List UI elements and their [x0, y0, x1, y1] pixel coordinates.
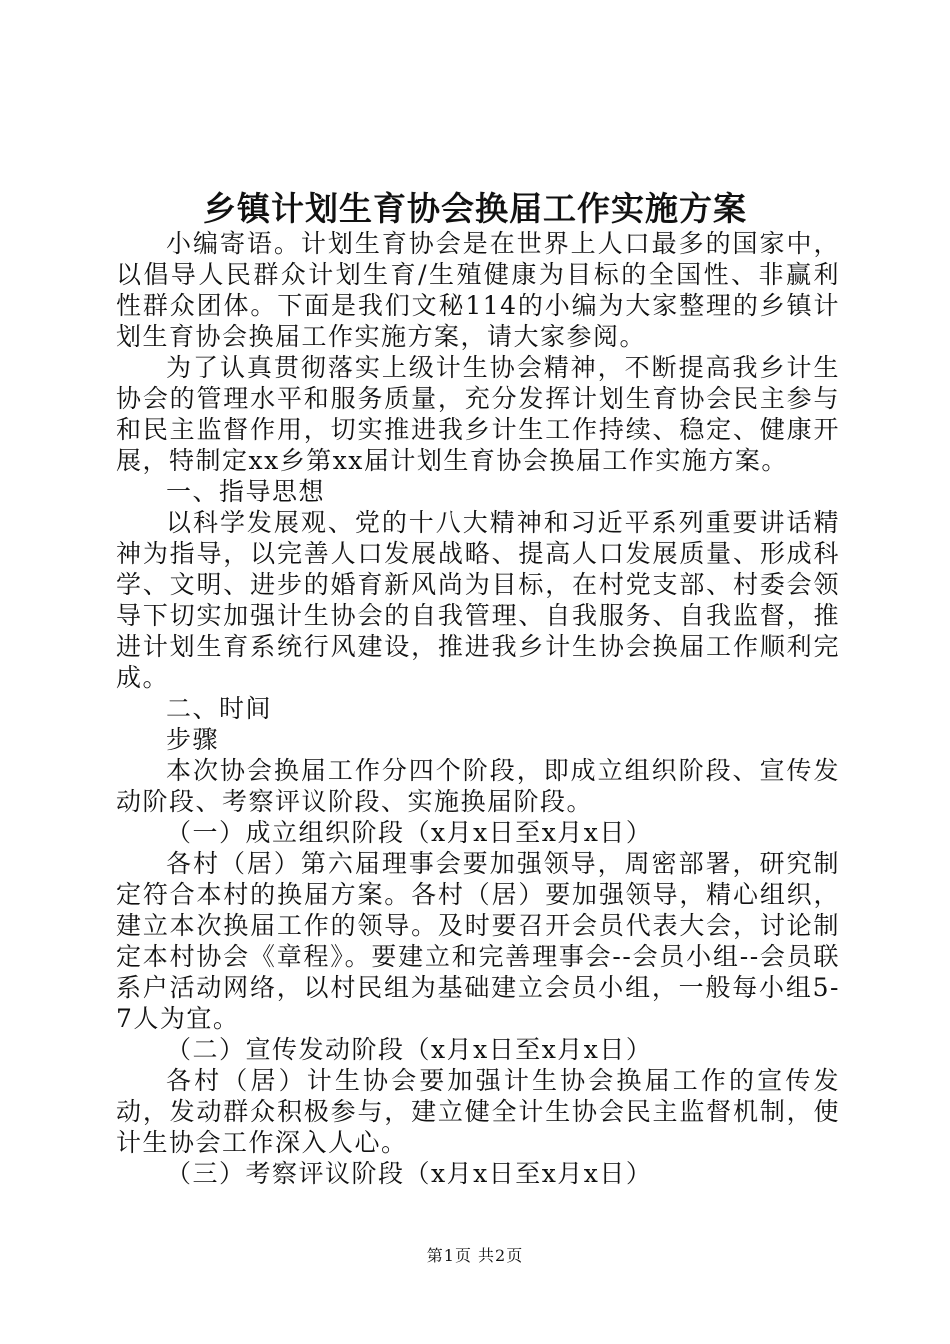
- stages-paragraph: 本次协会换届工作分四个阶段，即成立组织阶段、宣传发动阶段、考察评议阶段、实施换届阶段。: [116, 756, 840, 816]
- section-heading-time: 二、时间: [166, 694, 273, 723]
- stage-heading-evaluation: （三）考察评议阶段（x月x日至x月x日）: [166, 1159, 653, 1188]
- guiding-ideology-paragraph: 以科学发展观、党的十八大精神和习近平系列重要讲话精神为指导，以完善人口发展战略、提高人口发展质量、形成科学、文明、进步的婚育新风尚为目标，在村党支部、村委会领导下切实加强计生协会的自我管理、自我服务、自我监督，推进计划生育系统行风建设，推进我乡计生协会换届工作顺利完成。: [116, 508, 840, 692]
- section-heading-guiding-ideology: 一、指导思想: [166, 477, 326, 506]
- stage-heading-publicity: （二）宣传发动阶段（x月x日至x月x日）: [166, 1035, 653, 1064]
- organization-paragraph: 各村（居）第六届理事会要加强领导，周密部署，研究制定符合本村的换届方案。各村（居）要加强领导，精心组织，建立本次换届工作的领导。及时要召开会员代表大会，讨论制定本村协会《章程》。要建立和完善理事会--会员小组--会员联系户活动网络，以村民组为基础建立会员小组，一般每小组5-7人为宜。: [116, 849, 840, 1033]
- document-body: [116, 228, 840, 1189]
- section-heading-steps: 步骤: [166, 725, 220, 754]
- page-title: 乡镇计划生育协会换届工作实施方案: [203, 189, 747, 228]
- intro-paragraph: 小编寄语。计划生育协会是在世界上人口最多的国家中，以倡导人民群众计划生育/生殖健康为目标的全国性、非赢利性群众团体。下面是我们文秘114的小编为大家整理的乡镇计划生育协会换届工作实施方案，请大家参阅。: [116, 229, 840, 351]
- publicity-paragraph: 各村（居）计生协会要加强计生协会换届工作的宣传发动，发动群众积极参与，建立健全计生协会民主监督机制，使计生协会工作深入人心。: [116, 1066, 840, 1157]
- page-footer: 第1页 共2页: [426, 1246, 524, 1265]
- stage-heading-organization: （一）成立组织阶段（x月x日至x月x日）: [166, 818, 653, 847]
- purpose-paragraph: 为了认真贯彻落实上级计生协会精神，不断提高我乡计生协会的管理水平和服务质量，充分发挥计划生育协会民主参与和民主监督作用，切实推进我乡计生工作持续、稳定、健康开展，特制定xx乡第xx届计划生育协会换届工作实施方案。: [116, 353, 840, 475]
